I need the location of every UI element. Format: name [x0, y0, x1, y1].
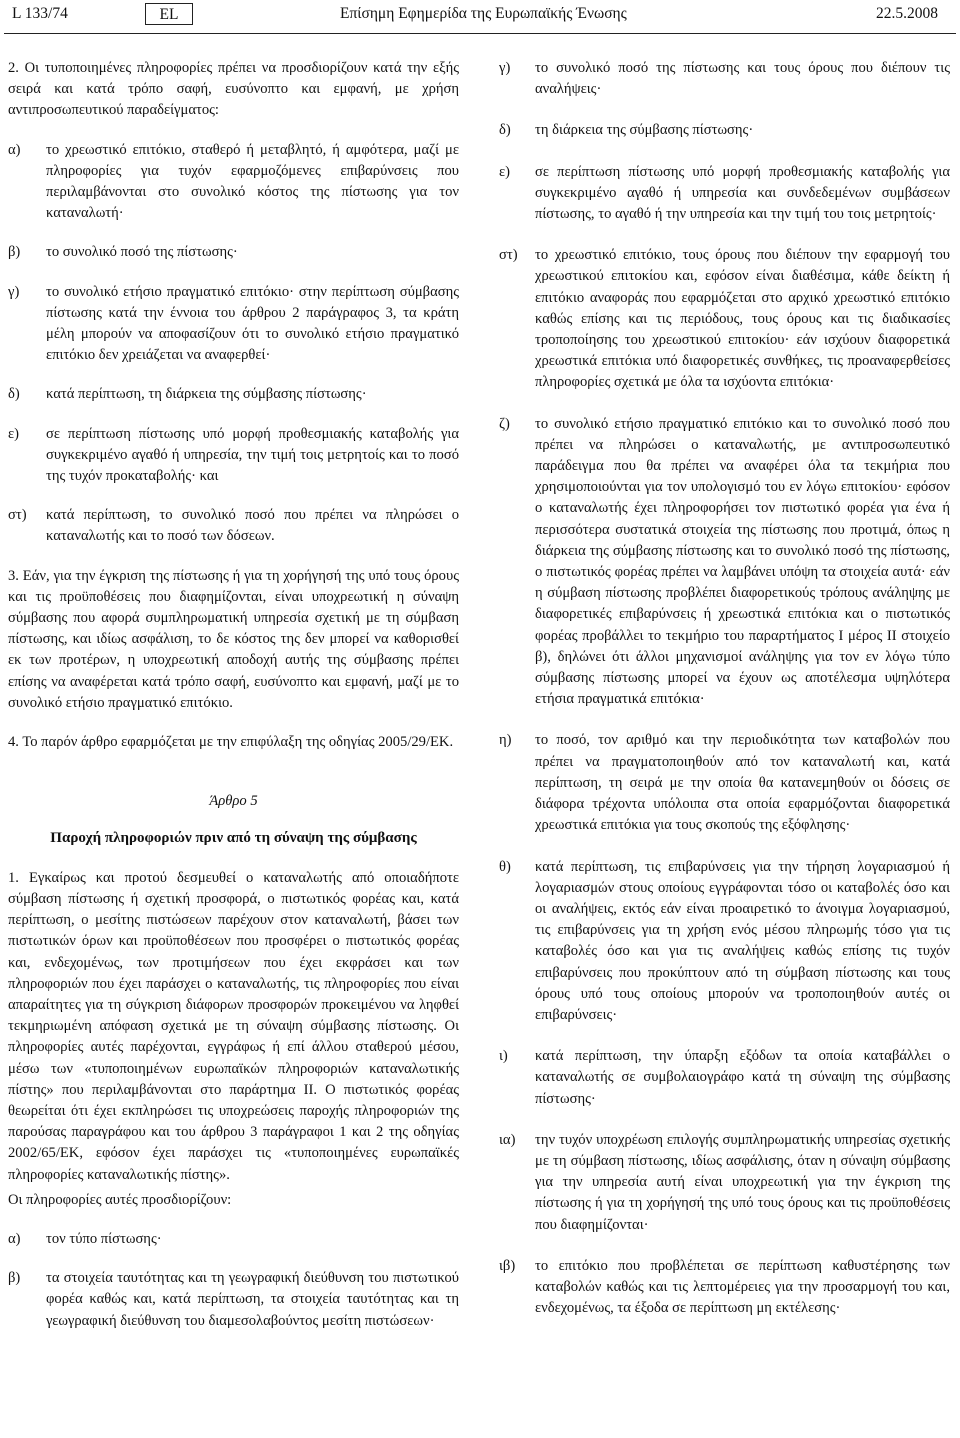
list-item: [499, 1046, 950, 1110]
list-item: [8, 1229, 459, 1250]
list-item: [8, 282, 459, 367]
item-label: ι): [499, 1048, 508, 1065]
page-reference: L 133/74: [12, 5, 68, 22]
item-text: το συνολικό ποσό της πίστωσης και τους όρους που διέπουν τις αναλήψεις·: [535, 60, 950, 98]
left-column: [8, 58, 459, 1350]
item-label: α): [8, 141, 21, 158]
item-label: ια): [499, 1131, 516, 1148]
item-text: το επιτόκιο που προβλέπεται σε περίπτωση καθυστέρησης των καταβολών καθώς και τις λεπτομέρειες για την προσαρμογή του και, ενδεχομένως, τα έξοδα σε περίπτωση μη εκτέλεσης·: [535, 1257, 950, 1317]
list-item: [8, 242, 459, 263]
item-text: κατά περίπτωση, τις επιβαρύνσεις για την τήρηση λογαριασμού ή λογαριασμών στους οποίους εγγράφονται τόσο οι καταβολές όσο και οι αναλήψεις, εκτός εάν είναι προαιρετικό το άνοιγμα λογαριασμού, τις επιβαρύνσεις για τη χρήση ενός μέσου πληρωμής τόσο για τις καταβολές όσο και για τις αναλήψεις καθώς επίσης τις τυχόν επιβαρύνσεις που προκύπτουν από τη σύμβαση πίστωσης και τους όρους υπό τους οποίους μπορούν να τροποποιηθούν αυτές οι επιβαρύνσεις·: [535, 858, 950, 1023]
item-text: το συνολικό ετήσιο πραγματικό επιτόκιο και το συνολικό ποσό που πρέπει να πληρώσει ο καταναλωτής, με αντιπροσωπευτικό παράδειγμα που θα πρέπει να αναφέρει όλα τα τεκμήρια που χρησιμοποιούνται για τον υπολογισμό του εν λόγω επιτοκίου· εφόσον ο καταναλωτής έχει πληροφορήσει τον πιστωτικό φορέα για ένα ή περισσότερα συστατικά στοιχεία της πίστωσης που προτιμά, όπως η διάρκεια της σύμβασης πίστωσης και το συνολικό ποσό της πίστωσης, ο πιστωτικός φορέας πρέπει να λαμβάνει υπόψη τα στοιχεία αυτά· εάν η σύμβαση πίστωσης προβλέπει διαφορετικούς τρόπους ανάληψης με διαφορετικές επιβαρύνσεις ή χρεωστικά επιτόκια και ο πιστωτικός φορέας προβάλλει το τεκμήριο του παραρτήματος I μέρος II στοιχείο β), δηλώνει ότι άλλοι μηχανισμοί ανάληψης για τον εν λόγω τύπο σύμβασης πίστωσης μπορεί να έχουν ως αποτέλεσμα υψηλότερα ετήσια πραγματικά επιτόκια·: [535, 415, 950, 708]
item-text: το χρεωστικό επιτόκιο, τους όρους που διέπουν την εφαρμογή του χρεωστικού επιτοκίου και, εφόσον είναι διαθέσιμα, κάθε δείκτη ή επιτόκιο αναφοράς που εφαρμόζεται στο αρχικό χρεωστικό επιτόκιο καθώς επίσης και τις περιόδους, τους όρους και τις διαδικασίες τροποποίησης του χρεωστικού επιτοκίου· εάν ισχύουν διαφορετικά χρεωστικά επιτόκια υπό διαφορετικές συνθήκες, τις προαναφερθείσες πληροφορίες σχετικά με όλα τα ισχύοντα επιτόκια·: [535, 247, 950, 391]
item-text: τα στοιχεία ταυτότητας και τη γεωγραφική διεύθυνση του πιστωτικού φορέα καθώς και, κατά περίπτωση, τα στοιχεία ταυτότητας και τη γεωγραφική διεύθυνση του διαμεσολαβούντος μεσίτη πιστώσεων·: [46, 1270, 459, 1329]
item-text: κατά περίπτωση, τη διάρκεια της σύμβασης πίστωσης·: [46, 386, 367, 403]
item-label: ε): [8, 425, 19, 442]
list-item: [499, 1256, 950, 1320]
item-label: β): [8, 1270, 21, 1287]
article-5-intro: Οι πληροφορίες αυτές προσδιορίζουν:: [8, 1191, 232, 1208]
page-header: [8, 0, 948, 30]
list-item: [8, 140, 459, 225]
right-column: [499, 58, 950, 1350]
item-text: το χρεωστικό επιτόκιο, σταθερό ή μεταβλητό, ή αμφότερα, μαζί με πληροφορίες για τυχόν εφαρμοζόμενες επιβαρύνσεις που περιλαμβάνονται στο συνολικό κόστος της πίστωσης για τον καταναλωτή·: [46, 141, 459, 222]
article-title: Άρθρο 5: [209, 793, 258, 810]
item-text: το ποσό, τον αριθμό και την περιοδικότητα των καταβολών που πρέπει να πραγματοποιηθούν από τον καταναλωτή και, κατά περίπτωση, τη σειρά με την οποία θα κατανεμηθούν οι δόσεις σε διάφορα τρέχοντα υπόλοιπα στα οποία εφαρμόζονται διαφορετικά χρεωστικά επιτόκια για τους σκοπούς της εξόφλησης·: [535, 732, 950, 834]
item-text: σε περίπτωση πίστωσης υπό μορφή προθεσμιακής καταβολής για συγκεκριμένο αγαθό ή υπηρεσία και συνδεδεμένων συμβάσεων πίστωσης, το αγαθό ή την υπηρεσία και την τιμή του τοις μετρητοίς·: [535, 163, 950, 223]
paragraph-3: 3. Εάν, για την έγκριση της πίστωσης ή για τη χορήγησή της υπό τους όρους και τις προϋποθέσεις που διαφημίζονται, είναι υποχρεωτική η σύναψη σύμβασης που αφορά συμπληρωματική υπηρεσία σχετική με τη σύμβαση πίστωσης, και ιδίως ασφάλιση, το δε κόστος της δεν μπορεί να καθορισθεί εκ των προτέρων, η υποχρεωτική αποδοχή αυτής της σύμβασης πρέπει επίσης να αναφέρεται κατά τρόπο σαφή, ευσύνοπτο και εμφανή, μαζί με το συνολικό ετήσιο πραγματικό επιτόκιο.: [8, 567, 459, 711]
item-label: ε): [499, 163, 510, 180]
item-text: τον τύπο πίστωσης·: [46, 1230, 162, 1247]
language-badge: EL: [145, 3, 193, 25]
item-label: στ): [499, 247, 518, 264]
item-text: σε περίπτωση πίστωσης υπό μορφή προθεσμιακής καταβολής για συγκεκριμένο αγαθό ή υπηρεσία, την τιμή τοις μετρητοίς και το ποσό της τυχόν προκαταβολής· και: [46, 425, 459, 485]
list-item: [499, 162, 950, 226]
publication-date: 22.5.2008: [876, 5, 938, 22]
list-item: [499, 1130, 950, 1236]
item-label: β): [8, 244, 21, 261]
journal-title: Επίσημη Εφημερίδα της Ευρωπαϊκής Ένωσης: [340, 5, 627, 22]
item-text: το συνολικό ετήσιο πραγματικό επιτόκιο· στην περίπτωση σύμβασης πίστωσης κατά την έννοια του άρθρου 2 παράγραφος 3, τα κράτη μέλη μπορούν να αποφασίζουν ότι το συνολικό ετήσιο πραγματικό επιτόκιο δεν χρειάζεται να αναφερθεί·: [46, 283, 459, 364]
list-item: [8, 505, 459, 547]
list-item: [499, 58, 950, 100]
list-item: [499, 245, 950, 393]
item-label: η): [499, 732, 512, 749]
list-item: [499, 414, 950, 711]
list-item: [499, 730, 950, 836]
item-text: το συνολικό ποσό της πίστωσης·: [46, 244, 238, 261]
item-text: κατά περίπτωση, το συνολικό ποσό που πρέπει να πληρώσει ο καταναλωτής και το ποσό των δόσεων.: [46, 507, 459, 545]
item-text: την τυχόν υποχρέωση επιλογής συμπληρωματικής υπηρεσίας σχετικής με τη σύμβαση πίστωσης, ιδίως ασφάλισης, όταν η σύναψη σύμβασης για την υπηρεσία αυτή είναι υποχρεωτική για την έγκριση της πίστωσης ή για τη χορήγησή της υπό τους όρους και τις προϋποθέσεις που διαφημίζονται·: [535, 1131, 950, 1233]
list-item: [8, 384, 459, 405]
item-label: γ): [499, 60, 511, 76]
item-label: γ): [8, 283, 20, 300]
item-label: δ): [499, 122, 511, 139]
item-text: κατά περίπτωση, την ύπαρξη εξόδων τα οποία καταβάλλει ο καταναλωτής σε συμβολαιογράφο κατά τη σύναψη της σύμβασης πίστωσης·: [535, 1048, 950, 1107]
item-label: α): [8, 1230, 21, 1247]
list-item: [499, 120, 950, 141]
item-label: ζ): [499, 415, 510, 432]
list-item: [8, 1268, 459, 1332]
paragraph-2: 2. Οι τυποποιημένες πληροφορίες πρέπει να προσδιορίζουν κατά την εξής σειρά και κατά τρόπο σαφή, ευσύνοπτο και εμφανή, με χρήση αντιπροσωπευτικού παραδείγματος:: [8, 60, 459, 119]
header-rule: [4, 33, 956, 34]
item-label: θ): [499, 858, 511, 875]
item-label: ιβ): [499, 1257, 516, 1274]
article-subtitle: Παροχή πληροφοριών πριν από τη σύναψη της σύμβασης: [50, 830, 417, 847]
item-label: στ): [8, 507, 27, 524]
list-item: [499, 857, 950, 1027]
item-text: τη διάρκεια της σύμβασης πίστωσης·: [535, 122, 754, 139]
paragraph-4: 4. Το παρόν άρθρο εφαρμόζεται με την επιφύλαξη της οδηγίας 2005/29/ΕΚ.: [8, 734, 454, 751]
list-item: [8, 424, 459, 488]
item-label: δ): [8, 386, 20, 403]
article-5-paragraph-1: 1. Εγκαίρως και προτού δεσμευθεί ο καταναλωτής από οποιαδήποτε σύμβαση πίστωσης ή σχετική προσφορά, ο πιστωτικός φορέας και, κατά περίπτωση, ο μεσίτης πιστώσεων παρέχουν στον καταναλωτή, βάσει των πιστωτικών όρων και προϋποθέσεων που προσφέρει ο πιστωτικός φορέας και, ενδεχομένως, των προτιμήσεων που έχει εκφράσει και των πληροφοριών που έχει παράσχει ο καταναλωτής, τις πληροφορίες που είναι απαραίτητες για τη σύγκριση διάφορων προσφορών προκειμένου να ληφθεί τεκμηριωμένη απόφαση σχετικά με τη σύναψη σύμβασης πίστωσης. Οι πληροφορίες αυτές παρέχονται, εγγράφως ή επί άλλου σταθερού μέσου, μέσω των «τυποποιημένων ευρωπαϊκών πληροφοριών καταναλωτικής πίστης» που περιλαμβάνονται στο παράρτημα II. Ο πιστωτικός φορέας θεωρείται ότι έχει εκπληρώσει τις υποχρεώσεις παροχής πληροφοριών της παρούσας παραγράφου και του άρθρου 3 παράγραφοι 1 και 2 της οδηγίας 2002/65/ΕΚ, εφόσον έχει παράσχει τις «τυποποιημένες ευρωπαϊκές πληροφορίες καταναλωτικής πίστης».: [8, 869, 459, 1183]
